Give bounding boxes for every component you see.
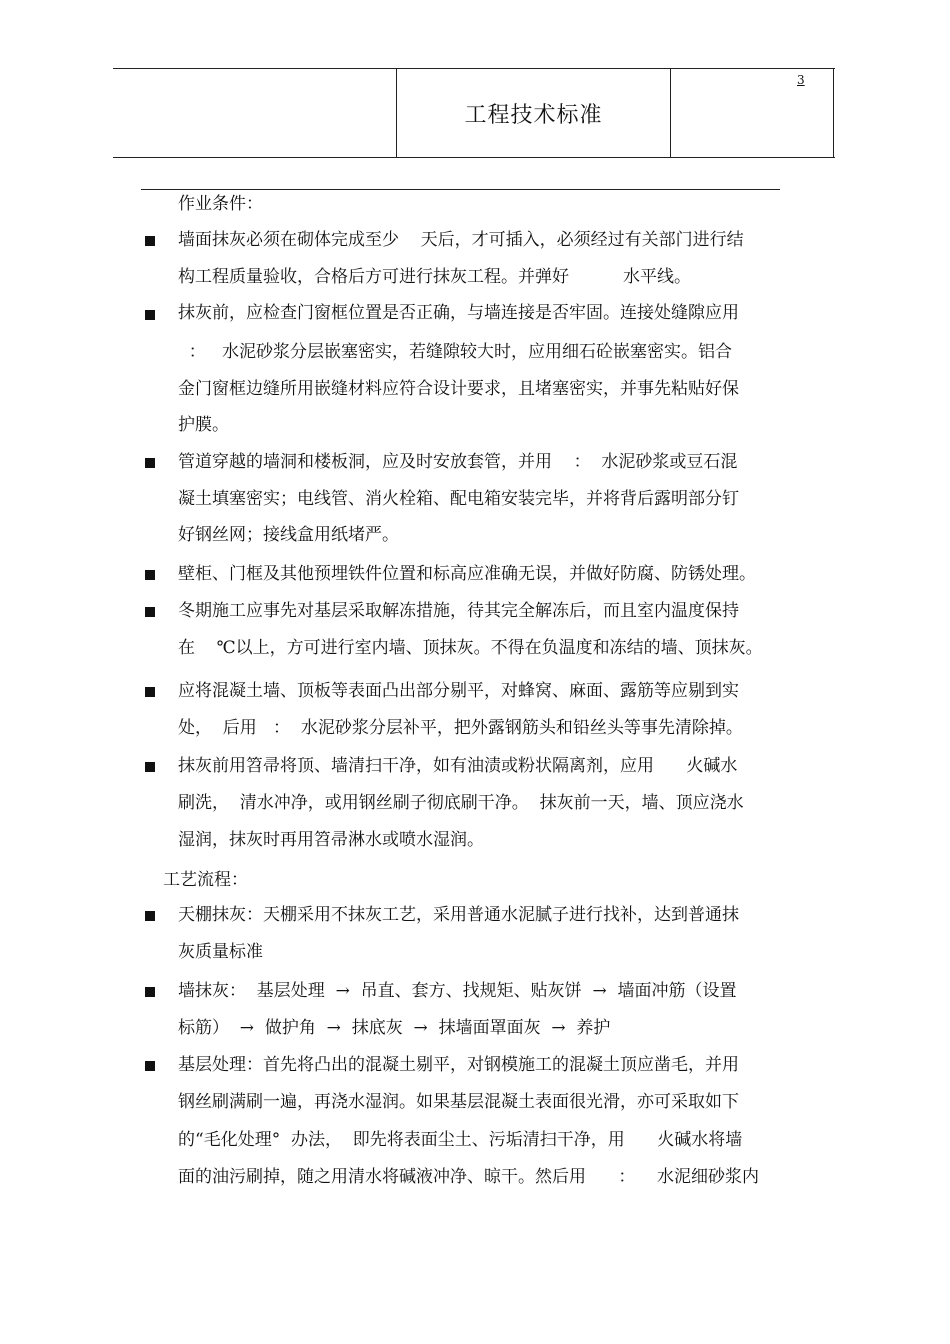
paragraph-line: 天棚抹灰：天棚采用不抹灰工艺，采用普通水泥腻子进行找补，达到普通抹 bbox=[178, 905, 739, 925]
paragraph-line: 的“毛化处理° 办法， 即先将表面尘土、污垢清扫干净，用 火碱水将墙 bbox=[178, 1130, 743, 1150]
paragraph-line: 标筋） → 做护角 → 抹底灰 → 抹墙面罩面灰 → 养护 bbox=[178, 1018, 611, 1038]
bullet-marker bbox=[143, 567, 157, 581]
paragraph-line: 壁柜、门框及其他预埋铁件位置和标高应准确无误，并做好防腐、防锈处理。 bbox=[178, 564, 756, 584]
paragraph-line: 凝土填塞密实；电线管、消火栓箱、配电箱安装完毕，并将背后露明部分钉 bbox=[178, 489, 739, 509]
section-heading-conditions: 作业条件： bbox=[178, 194, 263, 214]
paragraph-line: 抹灰前，应检查门窗框位置是否正确，与墙连接是否牢固。连接处缝隙应用 bbox=[178, 303, 739, 323]
bullet-marker bbox=[143, 307, 157, 321]
header-table bbox=[113, 68, 835, 158]
section-rule bbox=[141, 189, 780, 190]
paragraph-line: 护膜。 bbox=[178, 415, 229, 435]
bullet-marker bbox=[143, 604, 157, 618]
paragraph-line: 构工程质量验收，合格后方可进行抹灰工程。并弹好 水平线。 bbox=[178, 267, 692, 287]
paragraph-line: 基层处理：首先将凸出的混凝土剔平，对钢模施工的混凝土顶应凿毛，并用 bbox=[178, 1055, 739, 1075]
bullet-marker bbox=[143, 233, 157, 247]
header-divider bbox=[670, 69, 671, 157]
paragraph-line: 刷洗， 清水冲净，或用钢丝刷子彻底刷干净。 抹灰前一天，墙、顶应浇水 bbox=[178, 793, 744, 813]
bullet-marker bbox=[143, 984, 157, 998]
paragraph-line: 抹灰前用笤帚将顶、墙清扫干净，如有油渍或粉状隔离剂，应用 火碱水 bbox=[178, 756, 738, 776]
paragraph-line: 灰质量标准 bbox=[178, 942, 263, 962]
paragraph-line: 应将混凝土墙、顶板等表面凸出部分剔平，对蜂窝、麻面、露筋等应剔到实 bbox=[178, 681, 739, 701]
paragraph-line: 在 ℃以上，方可进行室内墙、顶抹灰。不得在负温度和冻结的墙、顶抹灰。 bbox=[178, 638, 763, 658]
bullet-marker bbox=[143, 759, 157, 773]
paragraph-line: ： 水泥砂浆分层嵌塞密实，若缝隙较大时，应用细石砼嵌塞密实。铝合 bbox=[178, 342, 733, 362]
bullet-marker bbox=[143, 1058, 157, 1072]
page-number: 3 bbox=[797, 73, 805, 87]
paragraph-line: 金门窗框边缝所用嵌缝材料应符合设计要求，且堵塞密实，并事先粘贴好保 bbox=[178, 379, 739, 399]
paragraph-line: 处， 后用 ： 水泥砂浆分层补平，把外露钢筋头和铅丝头等事先清除掉。 bbox=[178, 718, 743, 738]
paragraph-line: 面的油污刷掉，随之用清水将碱液冲净、晾干。然后用 ： 水泥细砂浆内 bbox=[178, 1167, 760, 1187]
bullet-marker bbox=[143, 908, 157, 922]
document-title: 工程技术标准 bbox=[464, 102, 603, 128]
paragraph-line: 好钢丝网；接线盒用纸堵严。 bbox=[178, 525, 399, 545]
header-divider bbox=[833, 69, 834, 157]
paragraph-line: 管道穿越的墙洞和楼板洞，应及时安放套管，并用 ： 水泥砂浆或豆石混 bbox=[178, 452, 738, 472]
paragraph-line: 墙抹灰： 基层处理 → 吊直、套方、找规矩、贴灰饼 → 墙面冲筋（设置 bbox=[178, 981, 737, 1001]
bullet-marker bbox=[143, 684, 157, 698]
paragraph-line: 墙面抹灰必须在砌体完成至少 天后，才可插入，必须经过有关部门进行结 bbox=[178, 230, 744, 250]
paragraph-line: 冬期施工应事先对基层采取解冻措施，待其完全解冻后，而且室内温度保持 bbox=[178, 601, 739, 621]
paragraph-line: 湿润，抹灰时再用笤帚淋水或喷水湿润。 bbox=[178, 830, 484, 850]
section-heading-process: 工艺流程： bbox=[163, 870, 248, 890]
bullet-marker bbox=[143, 455, 157, 469]
paragraph-line: 钢丝刷满刷一遍，再浇水湿润。如果基层混凝土表面很光滑，亦可采取如下 bbox=[178, 1092, 739, 1112]
